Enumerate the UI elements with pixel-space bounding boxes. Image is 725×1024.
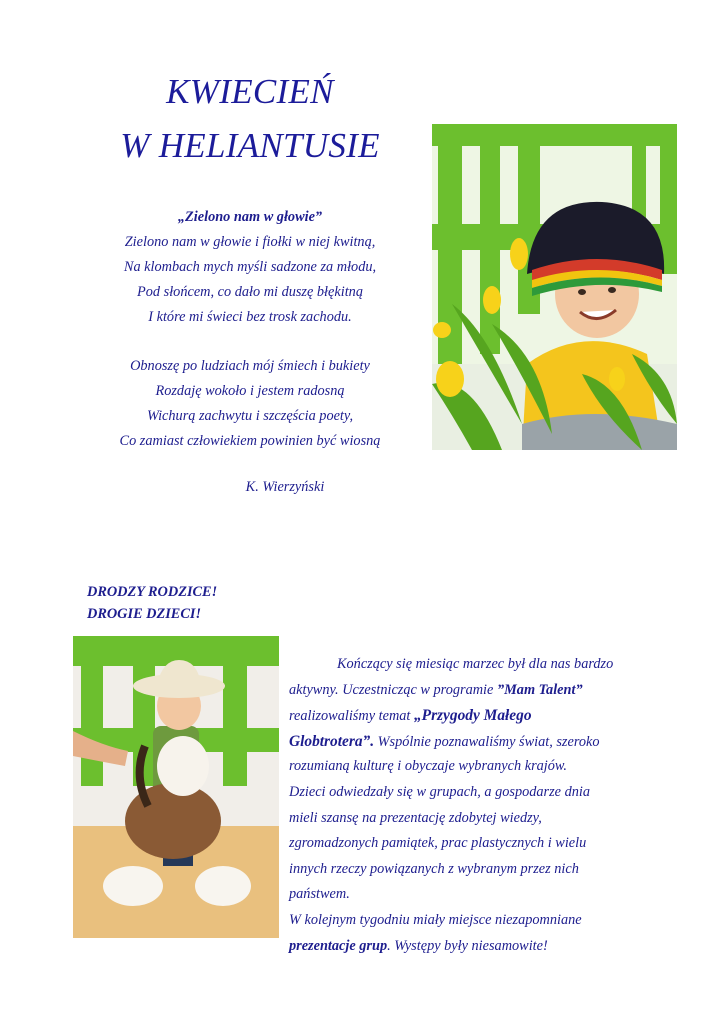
article-text: . Występy były niesamowite! [387, 937, 548, 954]
group-presentations: prezentacje grup [289, 937, 388, 954]
poem-line: I które mi świeci bez trosk zachodu. [148, 309, 352, 325]
article-text: aktywny. Uczestnicząc w programie [289, 681, 497, 698]
poem-author: K. Wierzyński [245, 479, 325, 495]
article-line [289, 703, 649, 729]
article-line [289, 729, 649, 755]
article-body [289, 652, 649, 959]
article-line: W kolejnym tygodniu miały miejsce niezapomniane [289, 911, 582, 928]
poem-stanza-2 [70, 354, 430, 454]
photo-child-with-tulips [432, 124, 677, 450]
article-line: innych rzeczy powiązanych z wybranym przez nich [289, 860, 579, 877]
greeting-parents: DRODZY RODZICE! [87, 584, 218, 600]
poem-line: Zielono nam w głowie i fiołki w niej kwitną, [124, 234, 376, 250]
article-text: realizowaliśmy temat [289, 708, 414, 725]
article-line [289, 678, 649, 704]
poem-line: Pod słońcem, co dało mi duszę błękitną [137, 284, 363, 300]
poem-line: Obnoszę po ludziach mój śmiech i bukiety [130, 358, 370, 374]
topic-name-part1: „Przygody Małego [413, 707, 532, 725]
article-line: zgromadzonych pamiątek, prac plastycznych i wielu [289, 835, 587, 852]
article-line: Kończący się miesiąc marzec był dla nas bardzo [337, 656, 614, 672]
article-line: mieli szansę na prezentację zdobytej wiedzy, [289, 809, 542, 826]
article-line: państwem. [289, 886, 350, 903]
poem-line: Rozdaję wokoło i jestem radosną [155, 383, 345, 399]
article-line: Dzieci odwiedzały się w grupach, a gospodarze dnia [289, 783, 591, 800]
program-name: ”Mam Talent” [496, 681, 583, 698]
greeting-children: DROGIE DZIECI! [87, 606, 202, 622]
page-title-line2: W HELIANTUSIE [120, 126, 380, 165]
article-text: Wspólnie poznawaliśmy świat, szeroko [374, 733, 600, 750]
poem-stanza-1 [70, 205, 430, 330]
poem-line: Na klombach mych myśli sadzone za młodu, [123, 259, 377, 275]
article-line: rozumianą kulturę i obyczaje wybranych krajów. [289, 758, 567, 775]
poem-line: Wichurą zachwytu i szczęścia poety, [146, 408, 354, 424]
page-title-line1: KWIECIEŃ [166, 72, 334, 111]
topic-name-part2: Globtrotera”. [289, 732, 375, 750]
article-line [289, 934, 649, 960]
photo-child-cowboy [73, 636, 279, 938]
poem-line: Co zamiast człowiekiem powinien być wiosną [119, 433, 381, 449]
poem-title: „Zielono nam w głowie” [177, 209, 323, 225]
